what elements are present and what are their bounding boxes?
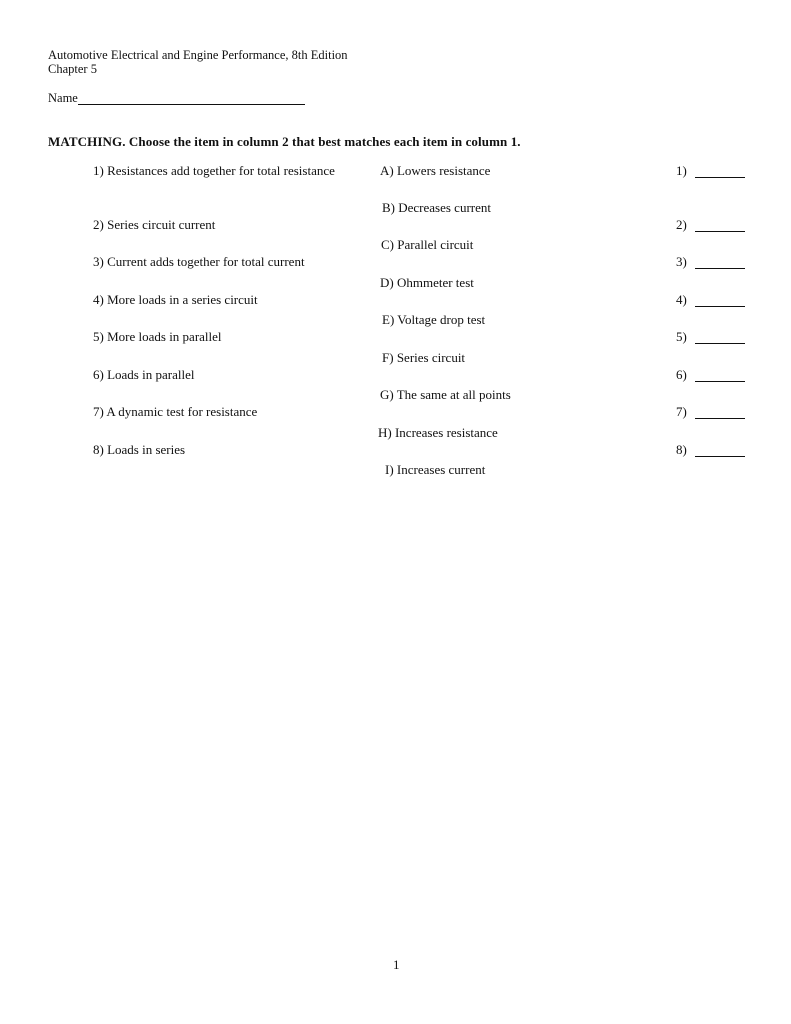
choice-text: Parallel circuit <box>397 237 474 252</box>
choice-text: Series circuit <box>396 350 466 365</box>
choice-letter: D) <box>380 275 394 290</box>
question-item <box>93 163 343 179</box>
page-number: 1 <box>393 957 400 972</box>
choice-letter: H) <box>378 425 392 440</box>
question-number: 5) <box>93 329 104 344</box>
question-item <box>93 404 343 420</box>
choice-letter: I) <box>385 462 394 477</box>
choice-text: The same at all points <box>396 387 511 402</box>
question-number: 8) <box>93 442 104 457</box>
answer-blank-line[interactable] <box>695 343 745 344</box>
chapter-label: Chapter 5 <box>48 62 97 76</box>
answer-blank-line[interactable] <box>695 231 745 232</box>
answer-blank-line[interactable] <box>695 381 745 382</box>
question-item <box>93 292 343 308</box>
choice-text: Increases resistance <box>394 425 498 440</box>
choice-text: Decreases current <box>398 200 491 215</box>
answer-blank-line[interactable] <box>695 268 745 269</box>
choice-letter: B) <box>382 200 395 215</box>
choice-letter: A) <box>380 163 394 178</box>
question-number: 7) <box>93 404 104 419</box>
answer-blank-line[interactable] <box>695 456 745 457</box>
choice-item <box>381 237 473 253</box>
choice-item <box>378 425 498 441</box>
choice-item <box>382 312 485 328</box>
instructions: MATCHING. Choose the item in column 2 that best matches each item in column 1. <box>48 134 521 149</box>
question-item <box>93 367 343 383</box>
choice-item <box>385 462 485 478</box>
choice-text: Voltage drop test <box>397 312 486 327</box>
choice-letter: E) <box>382 312 395 327</box>
choice-item <box>382 200 491 216</box>
question-number: 1) <box>93 163 104 178</box>
choice-letter: C) <box>381 237 394 252</box>
question-number: 4) <box>93 292 104 307</box>
question-text: A dynamic test for resistance <box>106 404 258 419</box>
question-text: More loads in a series circuit <box>107 292 258 307</box>
question-item <box>93 329 343 345</box>
name-label: Name <box>48 91 78 105</box>
question-number: 6) <box>93 367 104 382</box>
book-title: Automotive Electrical and Engine Performance, 8th Edition <box>48 48 348 62</box>
choice-item <box>380 275 474 291</box>
question-number: 3) <box>93 254 104 269</box>
choice-text: Increases current <box>396 462 486 477</box>
choice-text: Ohmmeter test <box>396 275 474 290</box>
answer-blank-line[interactable] <box>695 418 745 419</box>
choice-text: Lowers resistance <box>396 163 491 178</box>
question-text: More loads in parallel <box>107 329 222 344</box>
choice-item <box>380 387 511 403</box>
choice-item <box>382 350 465 366</box>
question-item <box>93 442 343 458</box>
question-text: Resistances add together for total resistance <box>107 163 335 178</box>
answer-blank-line[interactable] <box>695 306 745 307</box>
choice-letter: G) <box>380 387 394 402</box>
choice-letter: F) <box>382 350 394 365</box>
choice-item <box>380 163 490 179</box>
question-number: 2) <box>93 217 104 232</box>
question-text: Current adds together for total current <box>107 254 305 269</box>
question-text: Loads in parallel <box>107 367 195 382</box>
question-item <box>93 217 343 233</box>
question-text: Loads in series <box>107 442 186 457</box>
question-text: Series circuit current <box>107 217 216 232</box>
answer-blank-line[interactable] <box>695 177 745 178</box>
question-item <box>93 254 353 270</box>
name-input-line[interactable] <box>78 104 305 105</box>
